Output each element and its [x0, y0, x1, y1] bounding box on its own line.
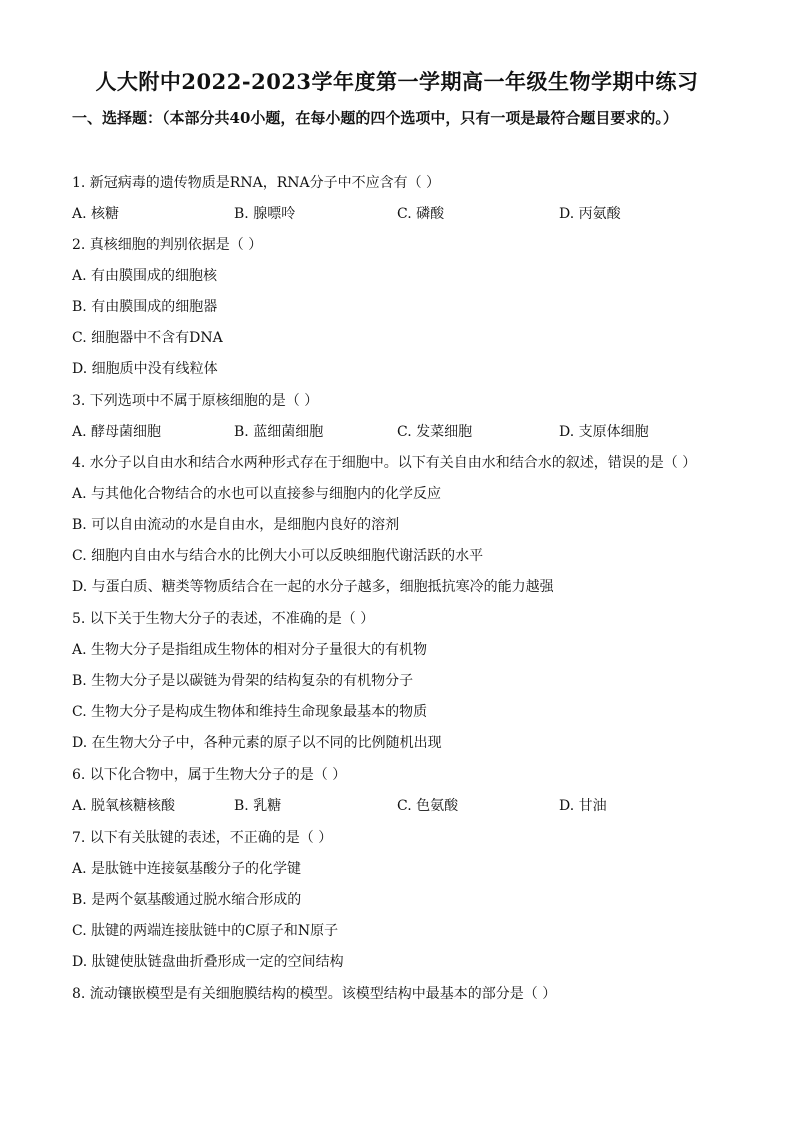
option-d: D. 与蛋白质、糖类等物质结合在一起的水分子越多，细胞抵抗寒冷的能力越强 [72, 579, 554, 595]
option-d: D. 细胞质中没有线粒体 [72, 361, 218, 377]
question-7-stem: 7. 以下有关肽键的表述，不正确的是（ ） [72, 830, 333, 846]
option-d: D. 肽键使肽链盘曲折叠形成一定的空间结构 [72, 954, 344, 970]
option-c: C. 肽键的两端连接肽链中的C原子和N原子 [72, 923, 339, 939]
option-b: B. 腺嘌呤 [234, 206, 296, 222]
option-a: A. 生物大分子是指组成生物体的相对分子量很大的有机物 [72, 642, 428, 658]
option-d: D. 甘油 [559, 798, 607, 814]
option-b: B. 乳糖 [234, 798, 282, 814]
section-heading: 一、选择题：（本部分共40小题，在每小题的四个选项中，只有一项是最符合题目要求的。） [72, 109, 678, 127]
question-5-stem: 5. 以下关于生物大分子的表述，不准确的是（ ） [72, 611, 375, 627]
option-c: C. 色氨酸 [397, 798, 459, 814]
option-b: B. 是两个氨基酸通过脱水缩合形成的 [72, 892, 302, 908]
question-1-stem: 1. 新冠病毒的遗传物质是RNA，RNA分子中不应含有（ ） [72, 175, 441, 191]
option-d: D. 丙氨酸 [559, 206, 621, 222]
option-d: D. 在生物大分子中，各种元素的原子以不同的比例随机出现 [72, 735, 442, 751]
question-3-stem: 3. 下列选项中不属于原核细胞的是（ ） [72, 393, 319, 409]
option-a: A. 酵母菌细胞 [72, 424, 162, 440]
question-6-options [0, 795, 794, 817]
question-4-stem: 4. 水分子以自由水和结合水两种形式存在于细胞中。以下有关自由水和结合水的叙述，错误的是（ ） [72, 455, 697, 471]
question-1-options [0, 203, 794, 225]
option-b: B. 生物大分子是以碳链为骨架的结构复杂的有机物分子 [72, 673, 414, 689]
option-a: A. 有由膜围成的细胞核 [72, 268, 218, 284]
option-a: A. 核糖 [72, 206, 120, 222]
option-c: C. 磷酸 [397, 206, 445, 222]
option-c: C. 发菜细胞 [397, 424, 473, 440]
option-c: C. 细胞器中不含有DNA [72, 330, 223, 346]
option-a: A. 脱氧核糖核酸 [72, 798, 176, 814]
option-b: B. 可以自由流动的水是自由水，是细胞内良好的溶剂 [72, 517, 400, 533]
option-a: A. 是肽链中连接氨基酸分子的化学键 [72, 861, 302, 877]
option-b: B. 蓝细菌细胞 [234, 424, 324, 440]
option-a: A. 与其他化合物结合的水也可以直接参与细胞内的化学反应 [72, 486, 442, 502]
option-c: C. 生物大分子是构成生物体和维持生命现象最基本的物质 [72, 704, 428, 720]
question-8-stem: 8. 流动镶嵌模型是有关细胞膜结构的模型。该模型结构中最基本的部分是（ ） [72, 986, 557, 1002]
option-c: C. 细胞内自由水与结合水的比例大小可以反映细胞代谢活跃的水平 [72, 548, 484, 564]
option-b: B. 有由膜围成的细胞器 [72, 299, 218, 315]
option-d: D. 支原体细胞 [559, 424, 649, 440]
question-6-stem: 6. 以下化合物中，属于生物大分子的是（ ） [72, 767, 347, 783]
question-2-stem: 2. 真核细胞的判别依据是（ ） [72, 237, 263, 253]
page-title: 人大附中2022-2023学年度第一学期高一年级生物学期中练习 [95, 69, 699, 94]
question-3-options [0, 421, 794, 443]
